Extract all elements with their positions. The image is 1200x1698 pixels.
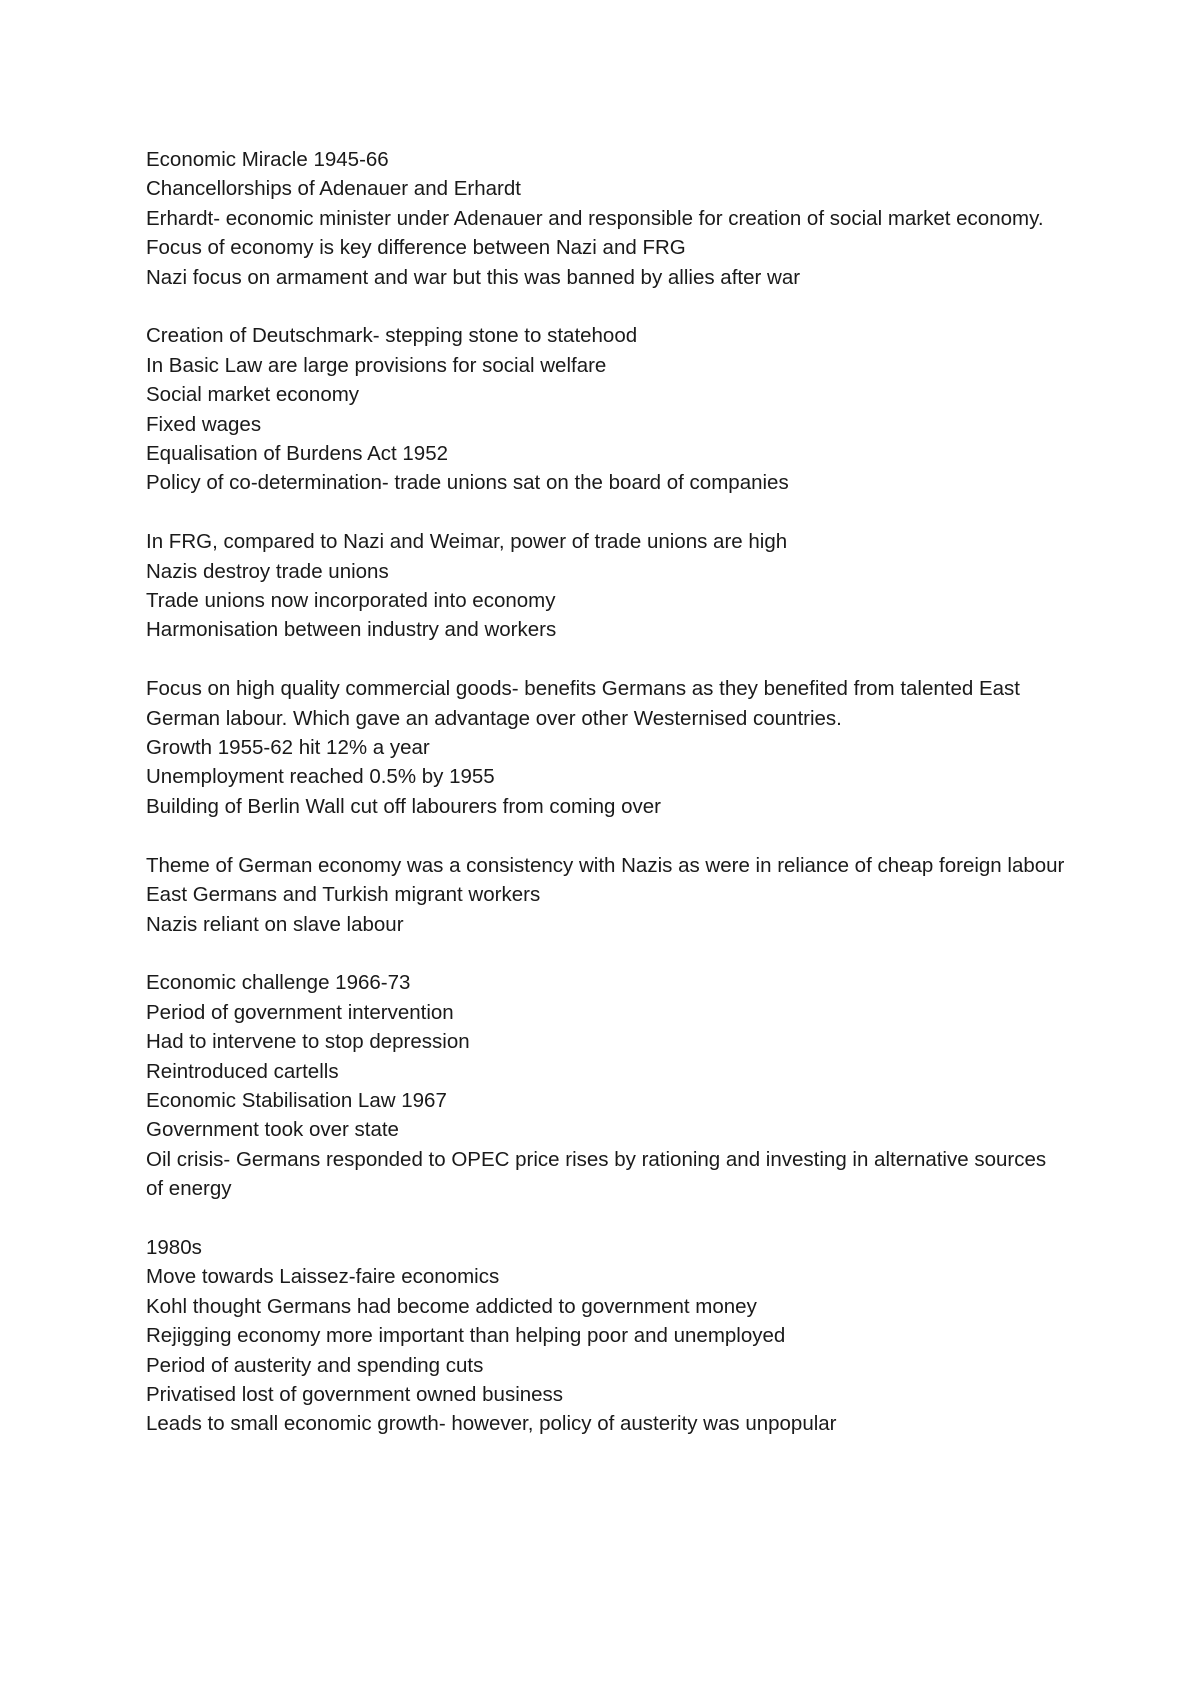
text-line: Nazi focus on armament and war but this was banned by allies after war — [146, 265, 801, 289]
text-line: Erhardt- economic minister under Adenauer and responsible for creation of social market economy. — [146, 206, 1044, 230]
text-line: Building of Berlin Wall cut off labourers from coming over — [146, 794, 662, 818]
text-line: Theme of German economy was a consistency with Nazis as were in reliance of cheap foreign labour — [146, 853, 1065, 877]
section-heading: Economic Miracle 1945-66 — [146, 148, 389, 171]
text-line: Privatised lost of government owned business — [146, 1382, 564, 1406]
text-line: Social market economy — [146, 383, 360, 407]
paragraph-1980s — [146, 1233, 1066, 1439]
paragraph-foreign-labour — [146, 851, 1066, 939]
text-line: Oil crisis- Germans responded to OPEC price rises by rationing and investing in alternative sources of energy — [146, 1147, 1047, 1201]
text-line: Trade unions now incorporated into economy — [146, 589, 556, 613]
text-line: Economic Stabilisation Law 1967 — [146, 1088, 447, 1112]
paragraph-trade-unions — [146, 527, 1066, 645]
text-line: Equalisation of Burdens Act 1952 — [146, 442, 449, 466]
text-line: Growth 1955-62 hit 12% a year — [146, 736, 430, 760]
text-line: In FRG, compared to Nazi and Weimar, power of trade unions are high — [146, 530, 788, 554]
text-line: Period of austerity and spending cuts — [146, 1353, 484, 1377]
text-line: Period of government intervention — [146, 1000, 454, 1024]
text-line: Government took over state — [146, 1118, 399, 1142]
section-heading: Economic challenge 1966-73 — [146, 971, 411, 995]
text-line: Focus of economy is key difference between Nazi and FRG — [146, 236, 686, 260]
text-line: Policy of co-determination- trade unions sat on the board of companies — [146, 471, 789, 495]
text-line: Creation of Deutschmark- stepping stone to statehood — [146, 324, 638, 348]
text-line: Nazis destroy trade unions — [146, 559, 389, 583]
text-line: Kohl thought Germans had become addicted to government money — [146, 1294, 757, 1318]
document-body — [146, 145, 1066, 1468]
text-line: Focus on high quality commercial goods- benefits Germans as they benefited from talented East German labour. Which gave an advantage over other Westernised countries. — [146, 677, 1020, 730]
text-line: Leads to small economic growth- however, policy of austerity was unpopular — [146, 1412, 837, 1436]
text-line: Reintroduced cartells — [146, 1059, 339, 1083]
section-heading: 1980s — [146, 1235, 202, 1259]
paragraph-deutschmark — [146, 321, 1066, 497]
paragraph-economic-challenge — [146, 968, 1066, 1203]
text-line: Nazis reliant on slave labour — [146, 912, 404, 936]
text-line: Unemployment reached 0.5% by 1955 — [146, 765, 495, 789]
text-line: In Basic Law are large provisions for social welfare — [146, 353, 607, 377]
text-line: Chancellorships of Adenauer and Erhardt — [146, 177, 521, 201]
text-line: Rejigging economy more important than helping poor and unemployed — [146, 1324, 786, 1348]
text-line: Harmonisation between industry and workers — [146, 618, 557, 642]
text-line: East Germans and Turkish migrant workers — [146, 883, 541, 907]
paragraph-commercial-goods — [146, 674, 1066, 821]
paragraph-economic-miracle — [146, 145, 1066, 292]
text-line: Move towards Laissez-faire economics — [146, 1265, 500, 1289]
text-line: Fixed wages — [146, 412, 262, 436]
text-line: Had to intervene to stop depression — [146, 1030, 470, 1054]
